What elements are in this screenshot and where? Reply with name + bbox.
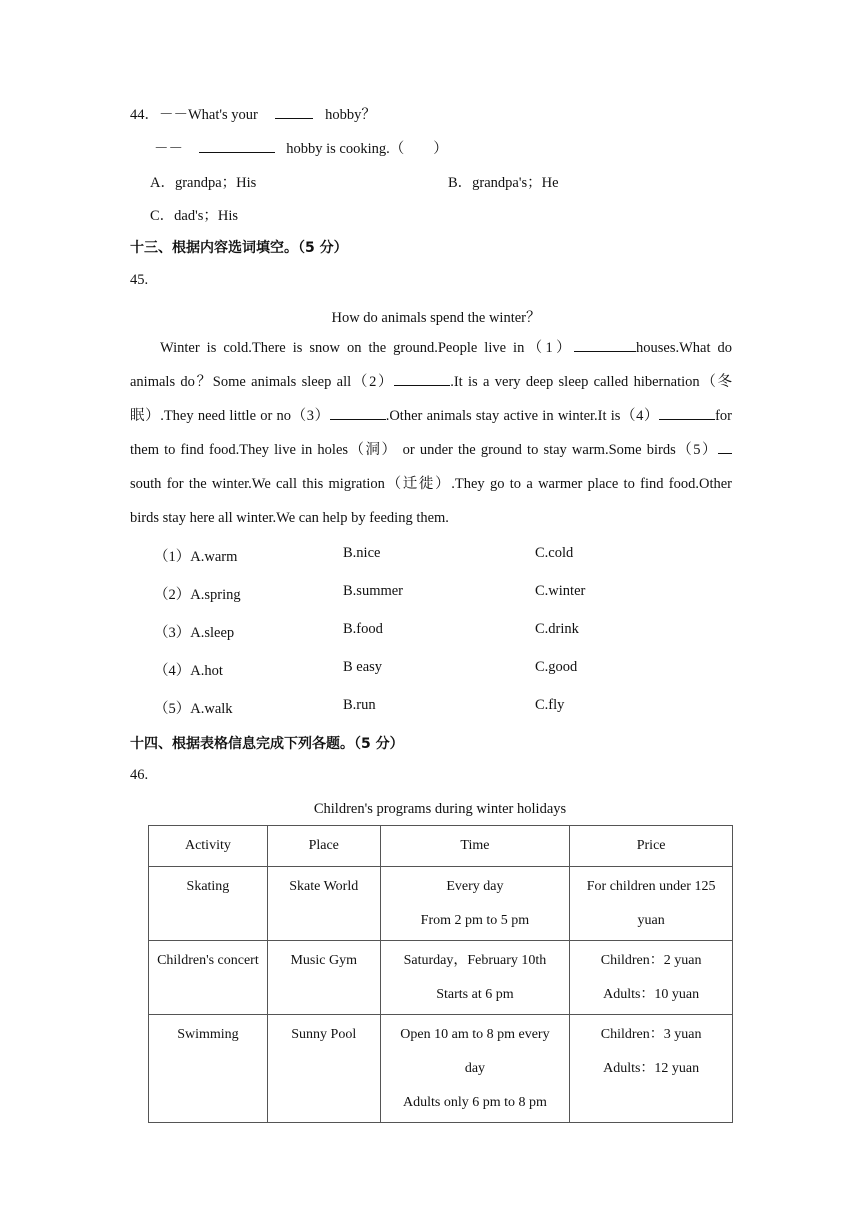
header-activity: Activity xyxy=(149,826,268,867)
cell-time xyxy=(380,1015,570,1123)
question-45-number: 45. xyxy=(130,272,149,288)
option-c: C．dad's；His xyxy=(150,208,239,224)
choice-a: （1）A.warm xyxy=(154,549,238,565)
passage-blank-5 xyxy=(718,439,732,454)
cell-line: Every day xyxy=(446,879,504,894)
choice-c: C.winter xyxy=(535,583,586,599)
passage-blank-3 xyxy=(330,405,386,420)
cell-line: Saturday，February 10th xyxy=(403,953,547,968)
choice-b: B.run xyxy=(343,697,376,713)
passage-paragraph xyxy=(130,331,732,535)
choice-c: C.drink xyxy=(535,621,579,637)
question-44-text: 44．－－What's your xyxy=(130,107,258,123)
choice-a: （4）A.hot xyxy=(154,663,223,679)
cell-price xyxy=(570,867,733,941)
passage-text: south for the winter.We call this migration（迁徙）.They go to a warmer place to find food.Other birds stay here all winter.We can help by feeding them. xyxy=(130,476,732,526)
cell-line: Adults：12 yuan xyxy=(603,1061,700,1076)
question-46-number: 46. xyxy=(130,767,149,783)
choice-a: （5）A.walk xyxy=(154,701,233,717)
option-a: A．grandpa；His xyxy=(150,175,257,191)
choice-c: C.good xyxy=(535,659,578,675)
question-44-dash: －－ xyxy=(154,141,183,157)
cell-time xyxy=(380,867,570,941)
choice-row-1 xyxy=(154,545,754,565)
cell-place: Sunny Pool xyxy=(267,1015,380,1123)
question-44-line2 xyxy=(154,137,448,158)
table-title: Children's programs during winter holidays xyxy=(313,801,567,817)
cell-line: Open 10 am to 8 pm every xyxy=(400,1027,550,1042)
table-header-row xyxy=(149,826,733,867)
cell-activity: Swimming xyxy=(149,1015,268,1123)
header-time: Time xyxy=(380,826,570,867)
cell-line: day xyxy=(464,1061,486,1076)
cell-line: Children：2 yuan xyxy=(600,953,702,968)
cell-activity: Children's concert xyxy=(149,941,268,1015)
choice-row-5 xyxy=(154,697,754,717)
passage-text: for them to find food.They live in holes（洞） or under the ground to stay warm.Some birds（5） xyxy=(130,408,733,458)
choice-c: C.cold xyxy=(535,545,574,561)
answer-blank xyxy=(275,104,313,119)
choice-row-4 xyxy=(154,659,754,679)
option-b: B．grandpa's；He xyxy=(448,175,559,191)
table-row xyxy=(149,867,733,941)
table-row xyxy=(149,1015,733,1123)
passage-blank-4 xyxy=(659,405,715,420)
passage-title: How do animals spend the winter？ xyxy=(331,310,541,326)
question-44-line1 xyxy=(130,103,376,124)
choice-b: B.summer xyxy=(343,583,404,599)
choice-b: B.nice xyxy=(343,545,381,561)
cell-line: Adults：10 yuan xyxy=(603,987,700,1002)
cell-time xyxy=(380,941,570,1015)
cell-line: yuan xyxy=(637,913,665,928)
cell-price xyxy=(570,1015,733,1123)
choice-row-3 xyxy=(154,621,754,641)
cell-place: Music Gym xyxy=(267,941,380,1015)
cell-line: Starts at 6 pm xyxy=(436,987,514,1002)
section-13-heading: 十三、根据内容选词填空。（5 分） xyxy=(130,240,348,256)
question-44-line2-text: hobby is cooking.（ ） xyxy=(286,141,448,157)
passage-text: .Other animals stay active in winter.It is（4） xyxy=(385,408,660,424)
passage xyxy=(130,331,732,535)
passage-text: .It is a very deep sleep called hibernation（冬眠）.They need little or no（3） xyxy=(130,374,733,424)
header-place: Place xyxy=(267,826,380,867)
choice-a: （3）A.sleep xyxy=(154,625,235,641)
table-row xyxy=(149,941,733,1015)
choice-row-2 xyxy=(154,583,754,603)
answer-blank xyxy=(199,138,275,153)
choice-b: B easy xyxy=(343,659,383,675)
cell-line: Children：3 yuan xyxy=(600,1027,702,1042)
question-44-text-end: hobby？ xyxy=(325,107,376,123)
choice-a: （2）A.spring xyxy=(154,587,241,603)
passage-text: Winter is cold.There is snow on the ground.People live in（1） xyxy=(160,340,575,356)
cell-activity: Skating xyxy=(149,867,268,941)
cell-price xyxy=(570,941,733,1015)
programs-table xyxy=(148,825,733,1123)
passage-text: houses.What do animals do？Some animals sleep all（2） xyxy=(130,340,732,390)
header-price: Price xyxy=(570,826,733,867)
choice-b: B.food xyxy=(343,621,383,637)
cell-line: Adults only 6 pm to 8 pm xyxy=(402,1095,547,1110)
passage-blank-1 xyxy=(574,337,636,352)
cell-line: From 2 pm to 5 pm xyxy=(420,913,530,928)
cell-line: For children under 125 xyxy=(586,879,716,894)
section-14-heading: 十四、根据表格信息完成下列各题。（5 分） xyxy=(130,736,404,752)
passage-blank-2 xyxy=(394,371,450,386)
choice-c: C.fly xyxy=(535,697,565,713)
cell-place: Skate World xyxy=(267,867,380,941)
